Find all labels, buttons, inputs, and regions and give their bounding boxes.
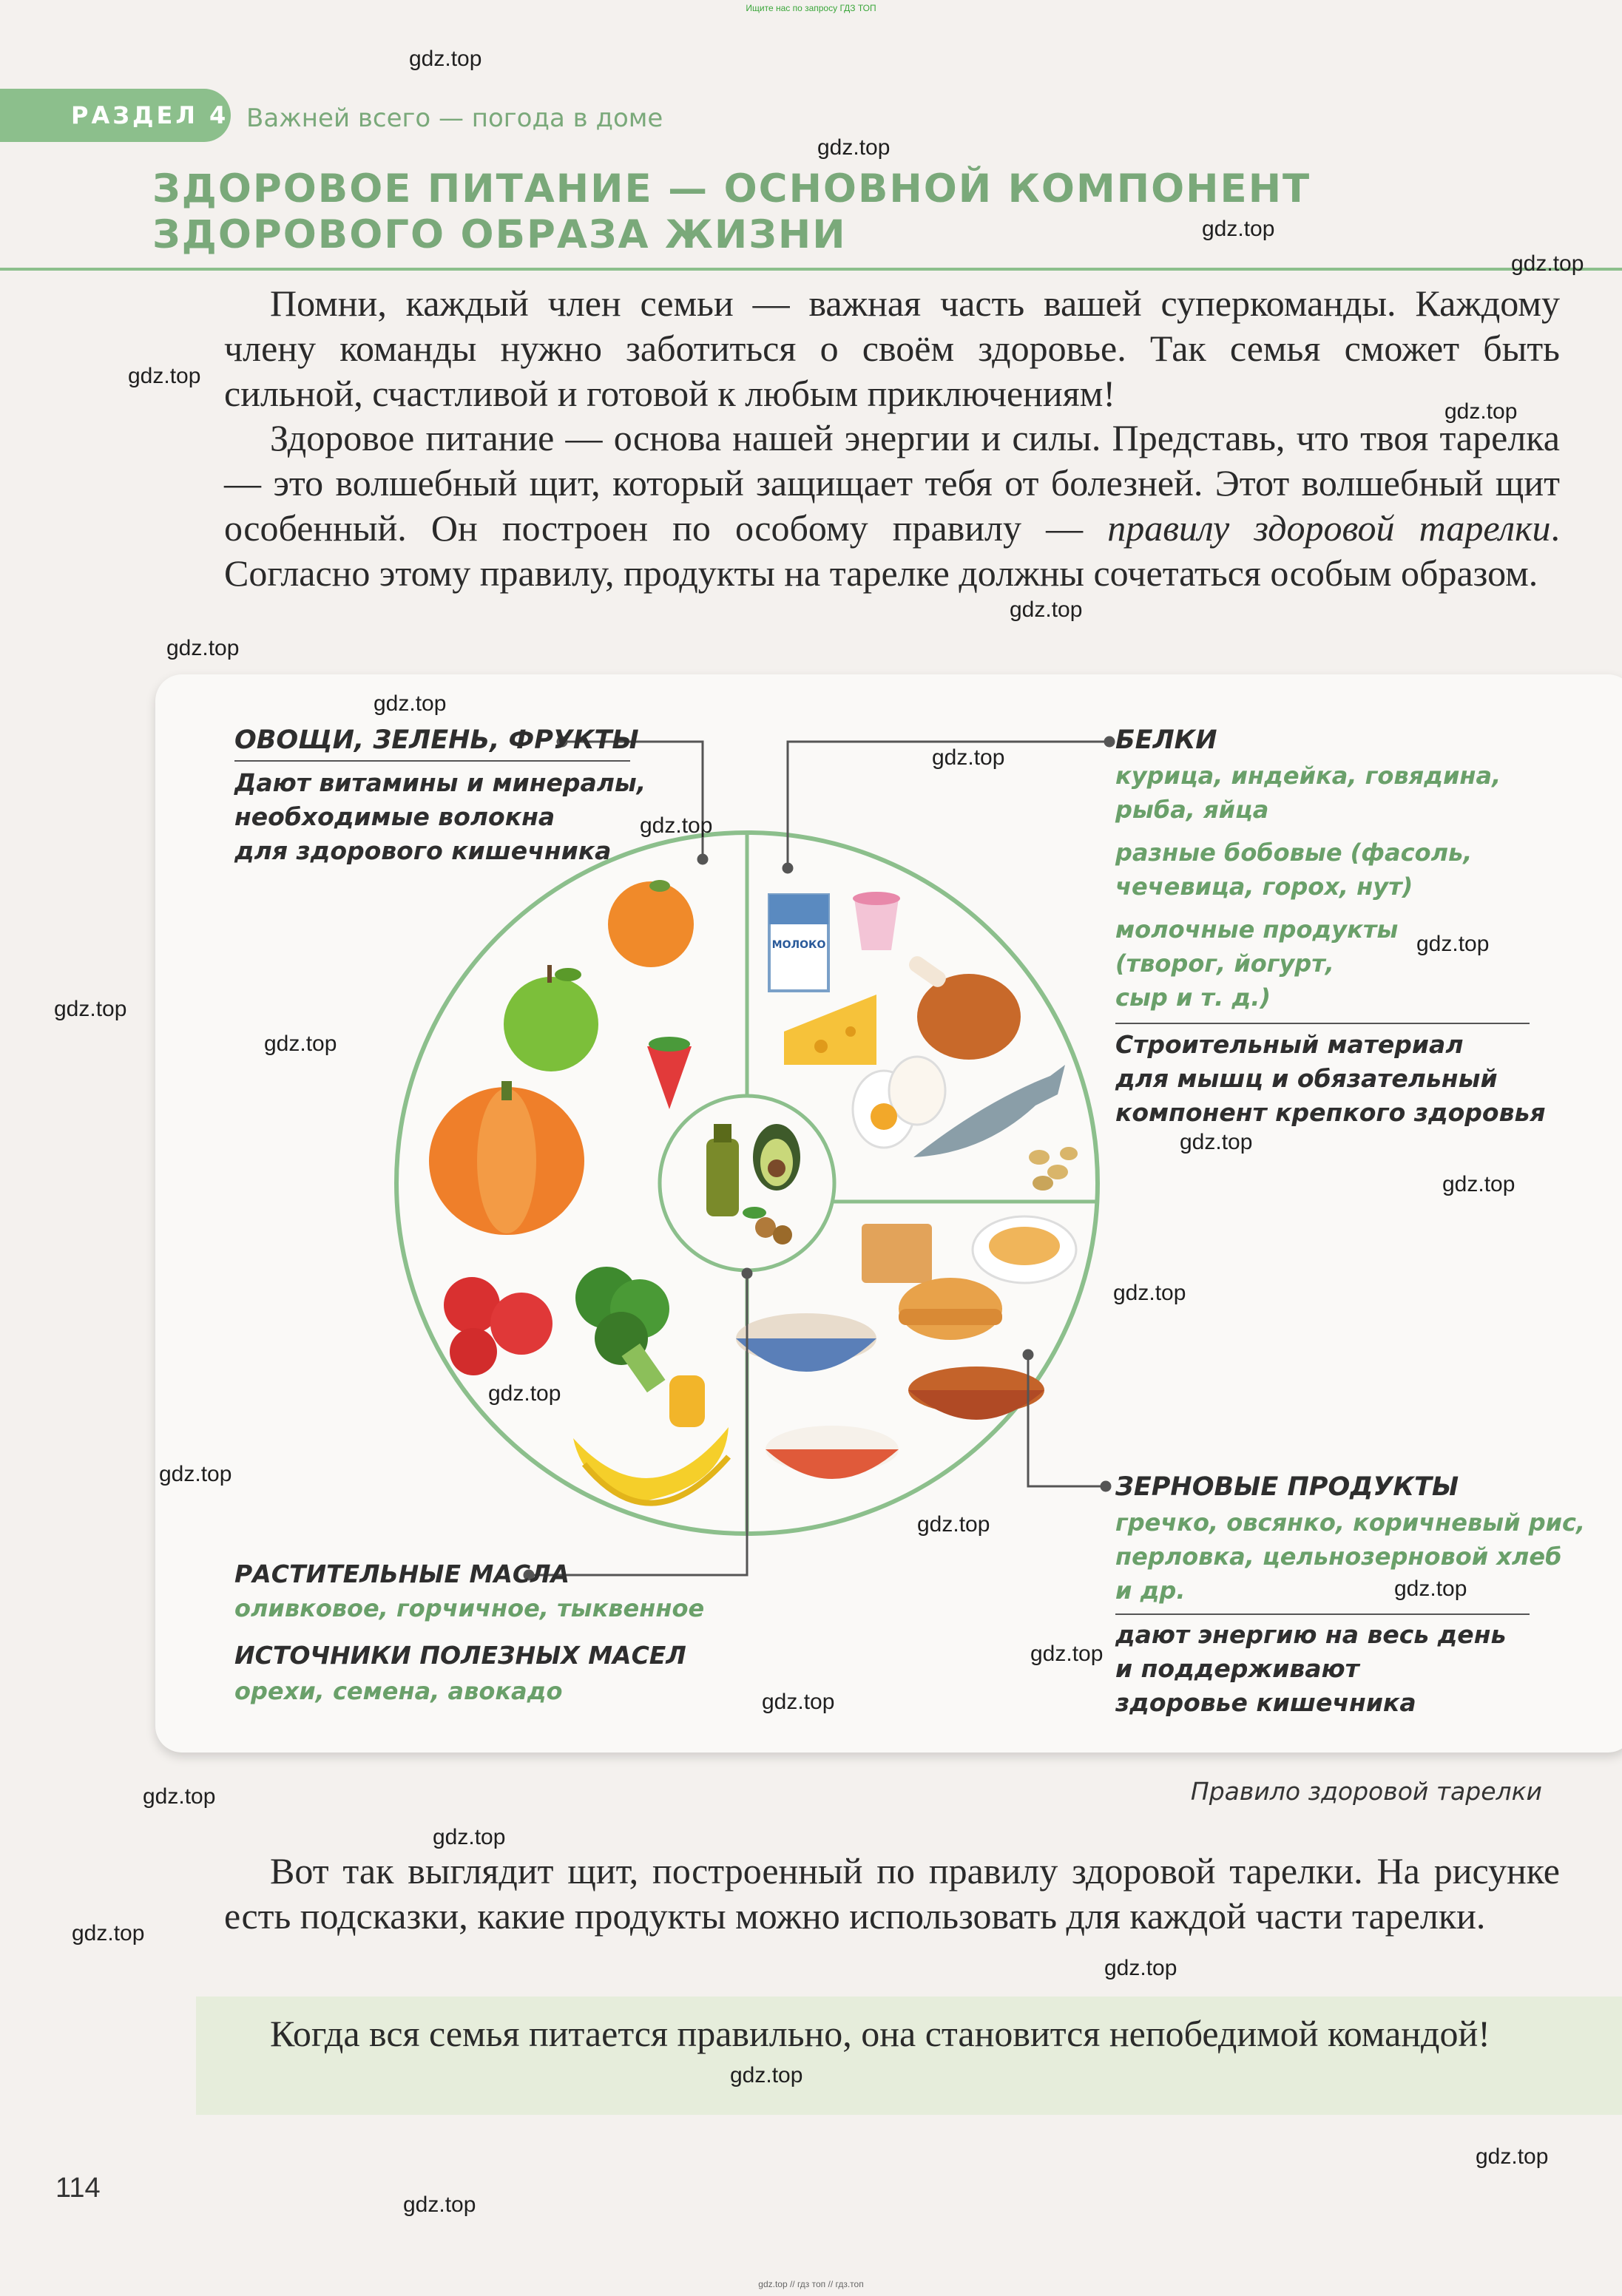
grain-item-line: и др. — [1115, 1577, 1186, 1605]
protein-desc-line: компонент крепкого здоровья — [1115, 1098, 1546, 1127]
outro-paragraph-2 — [224, 2011, 1560, 2056]
watermark: gdz.top — [409, 47, 482, 71]
page-number: 114 — [55, 2173, 101, 2204]
protein-item-line: молочные продукты — [1115, 915, 1399, 944]
protein-desc-line: Строительный материал — [1115, 1030, 1464, 1059]
grain-desc-line: здоровье кишечника — [1115, 1688, 1416, 1717]
fats-items: орехи, семена, авокадо — [234, 1677, 563, 1705]
watermark: gdz.top — [730, 2063, 803, 2087]
oil-title: РАСТИТЕЛЬНЫЕ МАСЛА — [234, 1560, 570, 1588]
protein-item-line: курица, индейка, говядина, — [1115, 762, 1501, 790]
watermark: gdz.top — [143, 1784, 216, 1809]
pasta-icon — [973, 1216, 1076, 1283]
veg-rule — [234, 760, 630, 762]
bun-icon — [899, 1278, 1002, 1340]
watermark: gdz.top — [1511, 251, 1584, 276]
figure-caption: Правило здоровой тарелки — [1190, 1777, 1542, 1806]
outro-paragraph-1 — [224, 1849, 1560, 1939]
watermark: gdz.top — [54, 997, 127, 1021]
watermark: gdz.top — [640, 813, 713, 838]
grain-desc-line: и поддерживают — [1115, 1654, 1359, 1683]
section-title: Важней всего — погода в доме — [246, 104, 663, 133]
watermark: gdz.top — [917, 1512, 990, 1537]
watermark: gdz.top — [1476, 2144, 1549, 2169]
watermark: gdz.top — [72, 1921, 145, 1945]
watermark: gdz.top — [1104, 1956, 1177, 1980]
grain-desc-line: дают энергию на весь день — [1115, 1620, 1507, 1649]
page-title-line-1: ЗДОРОВОЕ ПИТАНИЕ — ОСНОВНОЙ КОМПОНЕНТ — [152, 166, 1311, 211]
veg-desc-line: для здорового кишечника — [234, 836, 612, 865]
veg-title: ОВОЩИ, ЗЕЛЕНЬ, ФРУКТЫ — [234, 725, 639, 755]
watermark: gdz.top — [1202, 217, 1275, 241]
protein-items-dairy — [1115, 912, 1398, 1015]
watermark: gdz.top — [1442, 1172, 1515, 1196]
intro-text-2a: Здоровое питание — основа нашей энергии и силы. Представь, что твоя тарелка — это волшебный щит, который защищает тебя от болезней. Этот волшебный щит особенный. Он построен по особому правилу — — [224, 417, 1560, 549]
oil-items: оливковое, горчичное, тыквенное — [234, 1594, 705, 1622]
watermark: gdz.top — [1444, 399, 1518, 424]
protein-description — [1115, 1028, 1546, 1130]
protein-item-line: чечевица, горох, нут) — [1115, 873, 1413, 901]
watermark: gdz.top — [488, 1381, 561, 1406]
footer-note: gdz.top // гдз топ // гдз.топ — [758, 2279, 864, 2289]
watermark: gdz.top — [1113, 1281, 1186, 1305]
veg-desc-line: необходимые волокна — [234, 802, 555, 831]
watermark: gdz.top — [1030, 1642, 1104, 1666]
pepper-icon — [669, 1375, 705, 1427]
oil-center-circle — [660, 1096, 834, 1270]
protein-desc-line: для мышц и обязательный — [1115, 1064, 1498, 1093]
intro-text-2b: . Согласно этому правилу, продукты на тарелке должны сочетаться особым образом. — [224, 507, 1560, 594]
intro-text-2-italic: правилу здоровой тарелки — [1107, 507, 1551, 549]
protein-item-line: сыр и т. д.) — [1115, 983, 1271, 1012]
crackers-icon — [862, 1224, 932, 1283]
grain-items — [1115, 1506, 1585, 1608]
grain-item-line: гречко, овсянко, коричневый рис, — [1115, 1508, 1586, 1537]
protein-item-line: разные бобовые (фасоль, — [1115, 839, 1473, 867]
grain-title: ЗЕРНОВЫЕ ПРОДУКТЫ — [1115, 1472, 1459, 1502]
grain-description — [1115, 1618, 1506, 1720]
protein-item-line: рыба, яйца — [1115, 796, 1269, 824]
watermark: gdz.top — [817, 135, 891, 160]
watermark: gdz.top — [1010, 597, 1083, 622]
watermark: gdz.top — [762, 1690, 835, 1714]
avocado-icon — [753, 1124, 800, 1191]
section-label: РАЗДЕЛ 4 — [0, 89, 231, 142]
protein-item-line: (творог, йогурт, — [1115, 949, 1334, 978]
watermark: gdz.top — [1180, 1130, 1253, 1154]
watermark: gdz.top — [1416, 932, 1490, 956]
milk-label: МОЛОКО — [771, 939, 826, 951]
watermark: gdz.top — [264, 1032, 337, 1056]
veg-desc-line: Дают витамины и минералы, — [234, 768, 646, 797]
watermark: gdz.top — [128, 364, 201, 388]
watermark: gdz.top — [433, 1825, 506, 1849]
watermark: gdz.top — [932, 745, 1005, 770]
protein-title: БЕЛКИ — [1115, 725, 1217, 755]
protein-items-meat — [1115, 759, 1501, 827]
watermark: gdz.top — [403, 2192, 476, 2217]
fats-title: ИСТОЧНИКИ ПОЛЕЗНЫХ МАСЕЛ — [234, 1641, 686, 1670]
outro-text-2: Когда вся семья питается правильно, она становится непобедимой командой! — [270, 2013, 1490, 2054]
veg-description — [234, 766, 646, 868]
protein-items-legumes — [1115, 836, 1472, 904]
watermark: gdz.top — [159, 1462, 232, 1486]
intro-text-1: Помни, каждый член семьи — важная часть вашей суперкоманды. Каждому члену команды нужно заботиться о своём здоровье. Так семья сможет быть сильной, счастливой и готовой к любым приключениям! — [224, 282, 1560, 414]
grain-rule — [1115, 1613, 1530, 1615]
protein-rule — [1115, 1023, 1530, 1024]
watermark: gdz.top — [1394, 1577, 1467, 1601]
grain-item-line: перловка, цельнозерновой хлеб — [1115, 1542, 1562, 1571]
watermark: gdz.top — [166, 636, 240, 660]
watermark: gdz.top — [374, 691, 447, 716]
outro-text-1: Вот так выглядит щит, построенный по правилу здоровой тарелки. На рисунке есть подсказки, какие продукты можно использовать для каждой части тарелки. — [224, 1850, 1560, 1937]
page-title-line-2: ЗДОРОВОГО ОБРАЗА ЖИЗНИ — [152, 212, 847, 257]
search-hint: Ищите нас по запросу ГДЗ ТОП — [746, 3, 876, 13]
